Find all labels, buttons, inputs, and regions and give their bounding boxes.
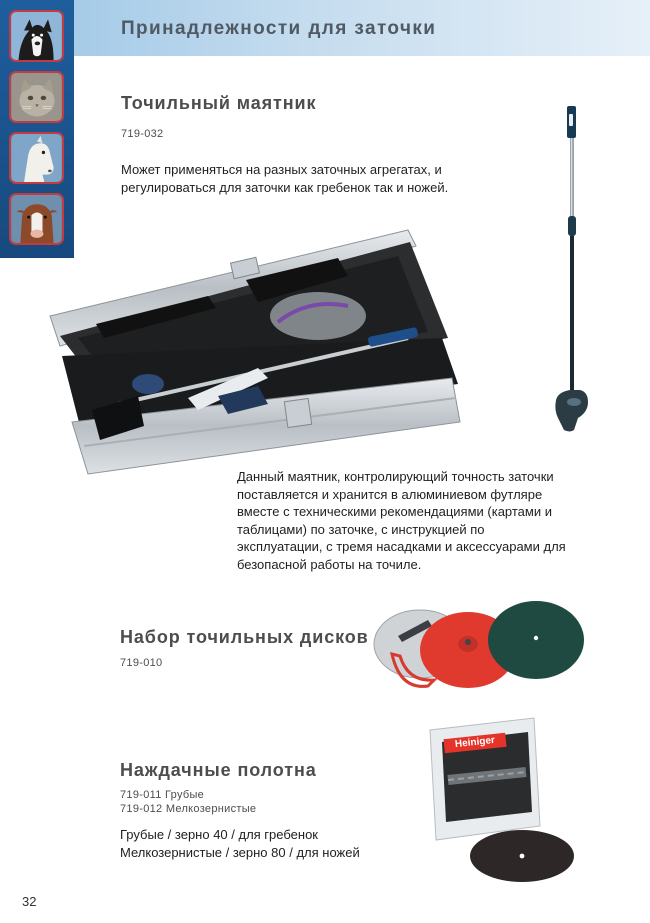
discs-title: Набор точильных дисков (120, 627, 369, 647)
case-description-line: таблицами) по заточке, с инструкцией по (237, 521, 485, 537)
page-number: 32 (22, 894, 37, 909)
heiniger-logo: Heiniger (443, 733, 506, 753)
case-description-line: вместе с техническими рекомендациями (картами и (237, 504, 552, 520)
sandpaper-code-line: 719-012 Мелкозернистые (120, 802, 257, 815)
disc-set-image (368, 598, 588, 694)
sandpaper-pack-image (424, 716, 574, 884)
sandpaper-line: Грубые / зерно 40 / для гребенок (120, 827, 318, 842)
animal-sidebar (0, 0, 74, 258)
horse-photo (9, 132, 64, 184)
sandpaper-code-line: 719-011 Грубые (120, 789, 205, 801)
aluminium-case-image (48, 228, 463, 493)
sandpaper-title: Наждачные полотна (120, 760, 317, 780)
cat-photo (9, 71, 64, 123)
sandpaper-lines (120, 826, 360, 862)
case-description-line: безопасной работы на точиле. (237, 556, 422, 572)
page-title: Принадлежности для заточки (121, 18, 437, 39)
pendulum-image (540, 100, 592, 436)
case-description-line: поставляется и хранится в алюминиевом футляре (237, 486, 543, 502)
case-description-line: Данный маятник, контролирующий точность заточки (237, 469, 554, 484)
sandpaper-codes (120, 789, 256, 816)
case-description (237, 468, 566, 574)
sandpaper-line: Мелкозернистые / зерно 80 / для ножей (120, 845, 360, 860)
pendulum-code: 719-032 (121, 128, 164, 140)
discs-code: 719-010 (120, 657, 163, 669)
pendulum-description-line: Может применяться на разных заточных агрегатах, и (121, 162, 442, 177)
dog-photo (9, 10, 64, 62)
pendulum-title: Точильный маятник (121, 93, 317, 113)
pendulum-description (121, 161, 448, 197)
case-description-line: эксплуатации, с тремя насадками и аксессуарами для (237, 539, 566, 555)
pendulum-description-line: регулироваться для заточки как гребенок так и ножей. (121, 180, 449, 195)
